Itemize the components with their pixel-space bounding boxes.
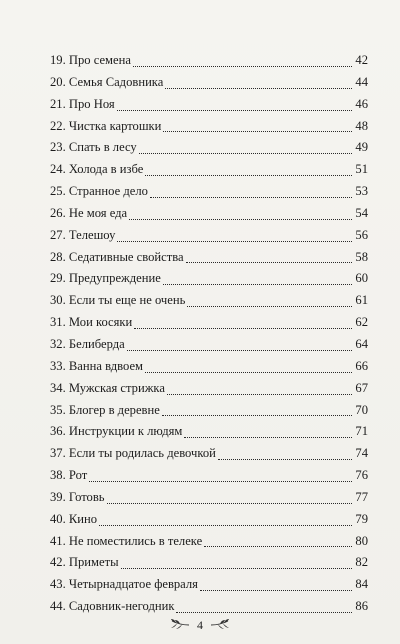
leaf-sprig-icon [210,618,230,632]
toc-entry-title: 40. Кино [50,511,98,526]
toc-entry-title: 28. Седативные свойства [50,249,184,264]
toc-entry-title: 42. Приметы [50,555,119,570]
toc-entry [50,400,368,422]
dot-leader [176,612,352,613]
dot-leader [218,459,353,460]
toc-entry-page: 77 [355,489,368,504]
toc-entry [50,268,368,290]
toc-entry-page: 71 [355,424,368,439]
dot-leader [139,153,353,154]
dot-leader [167,394,352,395]
toc-entry-title: 21. Про Ноя [50,96,115,111]
toc-entry [50,225,368,247]
toc-entry-page: 51 [355,162,368,177]
toc-entry-title: 44. Садовник-негодник [50,599,175,614]
toc-entry [50,552,368,574]
dot-leader [117,241,352,242]
dot-leader [184,437,352,438]
dot-leader [133,66,352,67]
toc-entry-title: 22. Чистка картошки [50,118,162,133]
toc-entry-page: 58 [355,249,368,264]
toc-entry-title: 38. Рот [50,468,88,483]
toc-entry-title: 31. Мои косяки [50,315,133,330]
toc-entry-page: 74 [355,446,368,461]
toc-entry-page: 80 [355,533,368,548]
toc-entry-title: 19. Про семена [50,53,131,67]
toc-entry-title: 30. Если ты еще не очень [50,293,186,308]
toc-entry [50,334,368,356]
toc-entry-title: 36. Инструкции к людям [50,424,183,439]
leaf-sprig-icon [170,618,190,632]
toc-entry-page: 62 [355,315,368,330]
dot-leader [163,131,352,132]
toc-entry-title: 39. Готовь [50,489,105,504]
dot-leader [150,197,352,198]
toc-entry-title: 33. Ванна вдвоем [50,358,144,373]
toc-entry-page: 84 [355,577,368,592]
dot-leader [145,372,352,373]
toc-entry [50,378,368,400]
toc-entry-title: 27. Телешоу [50,227,116,242]
toc-entry-title: 41. Не поместились в телеке [50,533,203,548]
dot-leader [89,481,352,482]
toc-entry [50,94,368,116]
dot-leader [187,306,352,307]
toc-entry-title: 29. Предупреждение [50,271,161,286]
toc-entry-title: 26. Не моя еда [50,205,128,220]
dot-leader [165,88,352,89]
toc-entry [50,356,368,378]
toc-entry [50,203,368,225]
dot-leader [162,415,353,416]
dot-leader [129,219,352,220]
dot-leader [145,175,352,176]
dot-leader [99,525,352,526]
toc-entry [50,159,368,181]
toc-entry-page: 49 [355,140,368,155]
toc-entry-title: 24. Холода в избе [50,162,144,177]
toc-entry [50,443,368,465]
toc-entry-title: 35. Блогер в деревне [50,402,160,417]
toc-entry-page: 60 [355,271,368,286]
dot-leader [186,262,353,263]
dot-leader [204,546,352,547]
toc-entry-page: 70 [355,402,368,417]
toc-entry-page: 48 [355,118,368,133]
toc-entry [50,181,368,203]
toc-entry-page: 54 [355,205,368,220]
toc-entry [50,116,368,138]
toc-entry [50,312,368,334]
toc-entry-title: 23. Спать в лесу [50,140,137,155]
page-footer [0,614,400,636]
toc-entry-title: 34. Мужская стрижка [50,380,165,395]
toc-entry-page: 53 [355,184,368,199]
toc-entry-page: 56 [355,227,368,242]
dot-leader [200,590,352,591]
toc-entry-title: 25. Странное дело [50,184,148,199]
dot-leader [134,328,352,329]
dot-leader [107,503,353,504]
toc-entry-title: 43. Четырнадцатое февраля [50,577,198,592]
table-of-contents [50,50,368,618]
toc-entry-page: 76 [355,468,368,483]
toc-entry-page: 61 [355,293,368,308]
toc-entry [50,137,368,159]
toc-entry [50,531,368,553]
toc-entry [50,574,368,596]
toc-entry [50,509,368,531]
toc-entry-page: 66 [355,358,368,373]
toc-entry [50,72,368,94]
dot-leader [163,284,353,285]
toc-entry-title: 20. Семья Садовника [50,74,164,89]
toc-entry-page: 86 [355,599,368,614]
toc-entry-title: 32. Белиберда [50,336,125,351]
dot-leader [127,350,353,351]
toc-entry [50,465,368,487]
toc-entry-page: 64 [355,336,368,351]
toc-entry [50,50,368,72]
toc-entry [50,487,368,509]
dot-leader [121,568,353,569]
toc-entry-page: 46 [355,96,368,111]
toc-entry [50,421,368,443]
dot-leader [117,110,353,111]
toc-entry-page: 79 [355,511,368,526]
toc-entry-title: 37. Если ты родилась девочкой [50,446,216,461]
toc-entry [50,247,368,269]
page-number: 4 [197,617,203,632]
toc-entry [50,290,368,312]
toc-entry-page: 82 [355,555,368,570]
toc-entry-page: 44 [355,74,368,89]
toc-entry-page: 67 [355,380,368,395]
toc-entry-page: 42 [355,53,368,67]
